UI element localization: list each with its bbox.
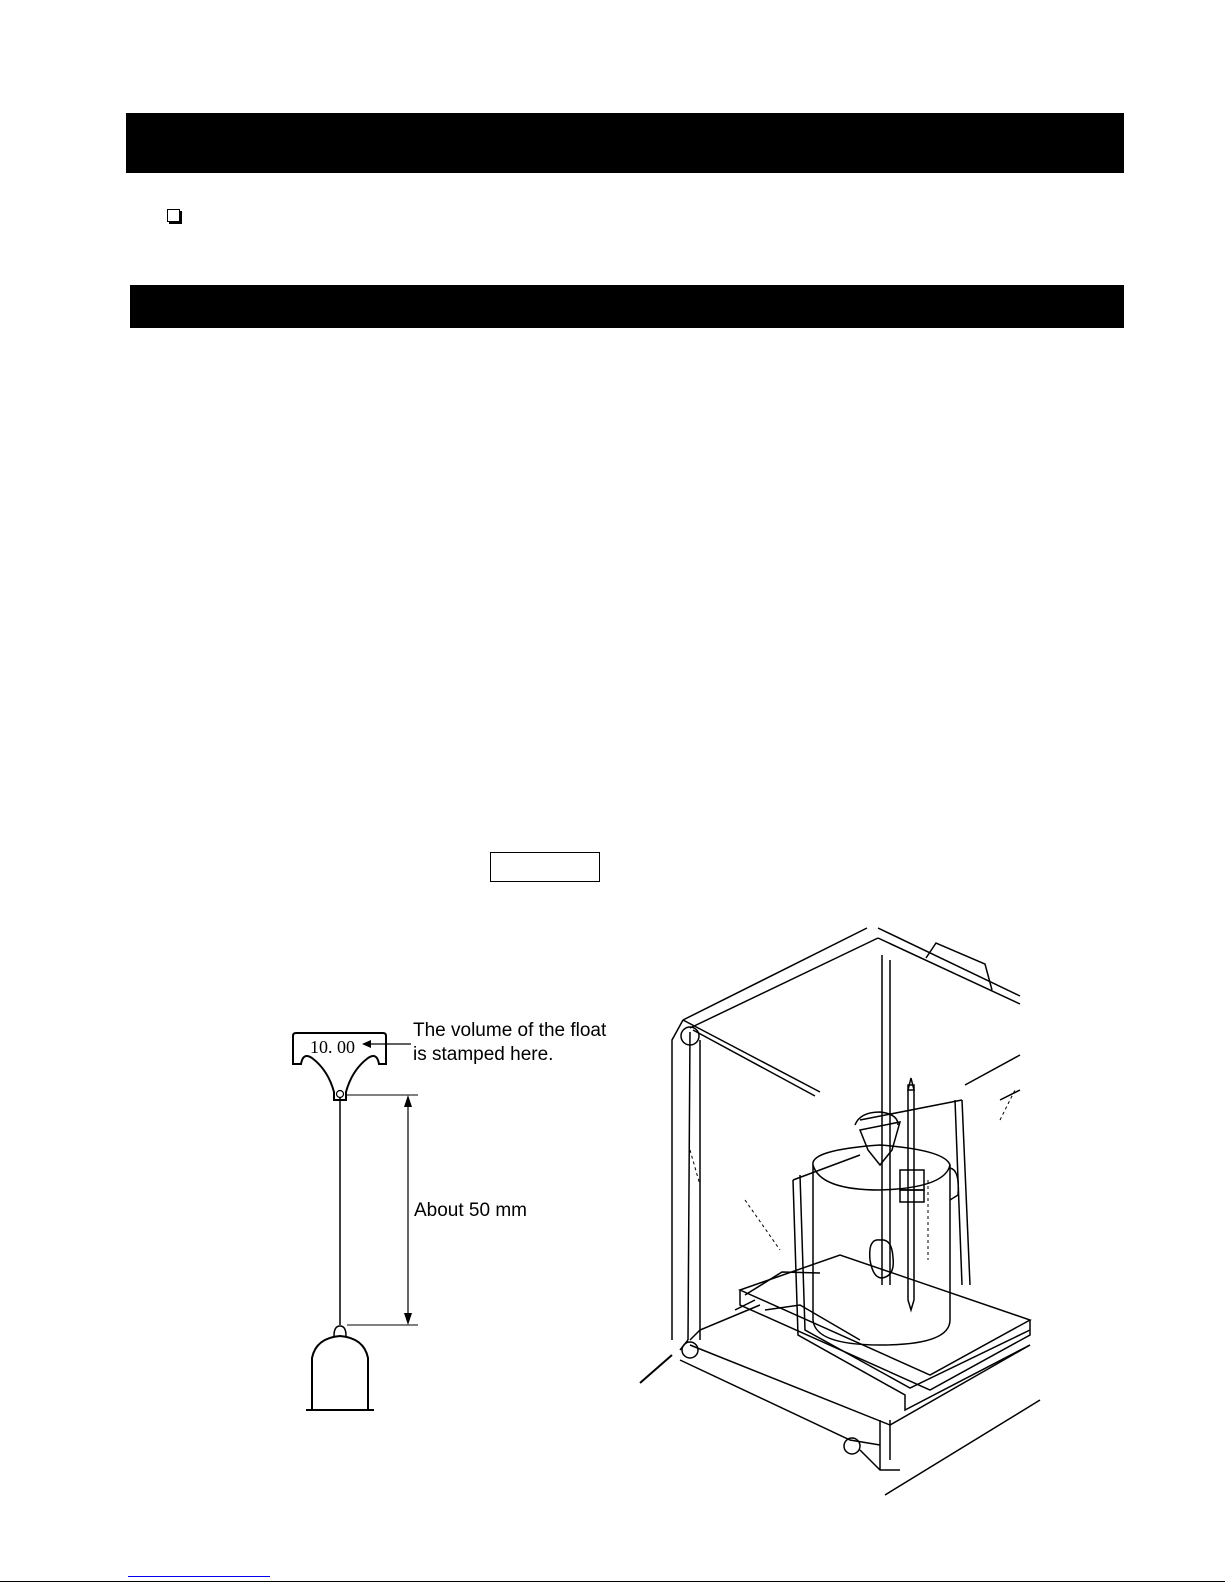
length-caption: About 50 mm [414,1200,527,1221]
stamp-value: 10. 00 [310,1037,355,1057]
footer-rule [0,1581,1225,1582]
volume-caption-line1: The volume of the float [413,1020,607,1041]
volume-caption-line2: is stamped here. [413,1043,554,1065]
footer-link-underline[interactable] [128,1576,270,1577]
